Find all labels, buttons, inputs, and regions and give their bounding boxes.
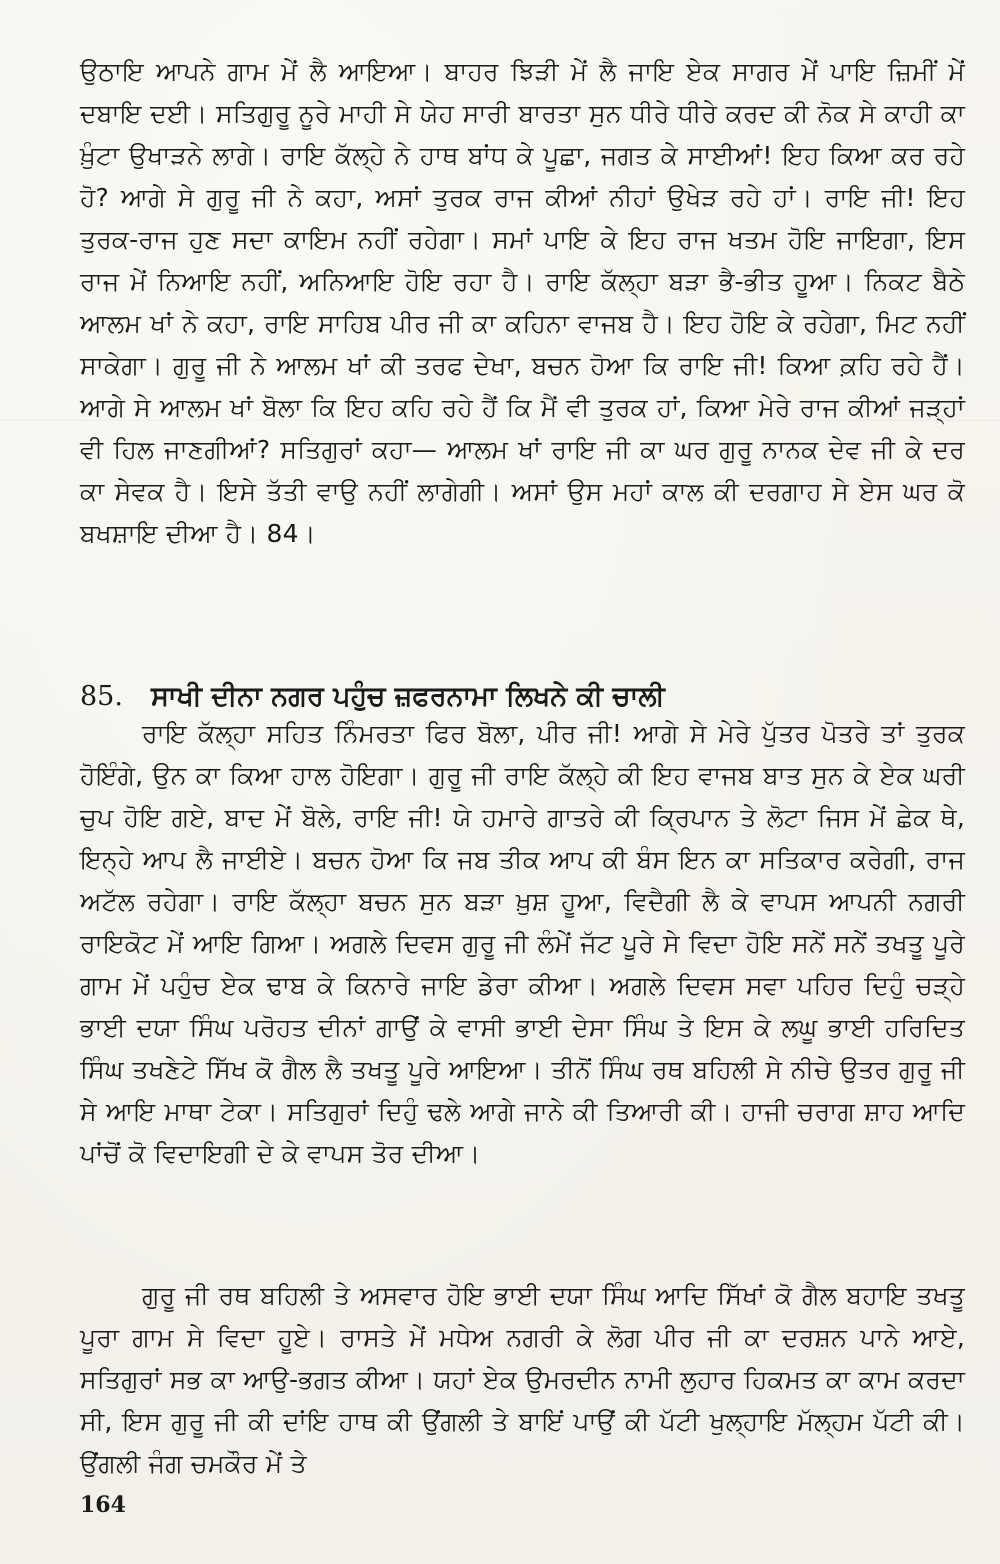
section-title: ਸਾਖੀ ਦੀਨਾ ਨਗਰ ਪਹੁੰਚ ਜ਼ਫਰਨਾਮਾ ਲਿਖਨੇ ਕੀ ਚਾਲੀ: [150, 681, 665, 712]
section-heading-85: [80, 677, 965, 717]
paragraph-saakhi-85-second: ਗੁਰੂ ਜੀ ਰਥ ਬਹਿਲੀ ਤੇ ਅਸਵਾਰ ਹੋਇ ਭਾਈ ਦਯਾ ਸਿੰਘ ਆਦਿ ਸਿੱਖਾਂ ਕੋ ਗੈਲ ਬਹਾਇ ਤਖਤੂ ਪੂਰਾ ਗਾਮ ਸੇ ਵਿਦਾ ਹੂਏ। ਰਾਸਤੇ ਮੇਂ ਮਧੇਅ ਨਗਰੀ ਕੇ ਲੋਗ ਪੀਰ ਜੀ ਕਾ ਦਰਸ਼ਨ ਪਾਨੇ ਆਏ, ਸਤਿਗੁਰਾਂ ਸਭ ਕਾ ਆਉ-ਭਗਤ ਕੀਆ। ਯਹਾਂ ਏਕ ਉਮਰਦੀਨ ਨਾਮੀ ਲੁਹਾਰ ਹਿਕਮਤ ਕਾ ਕਾਮ ਕਰਦਾ ਸੀ, ਇਸ ਗੁਰੂ ਜੀ ਕੀ ਦਾਂਇ ਹਾਥ ਕੀ ਉਂਗਲੀ ਤੇ ਬਾਇਂ ਪਾਉਂ ਕੀ ਪੱਟੀ ਖੁਲ੍ਹਾਇ ਮੱਲ੍ਹਮ ਪੱਟੀ ਕੀ। ਉਂਗਲੀ ਜੰਗ ਚਮਕੌਰ ਮੇਂ ਤੇ: [80, 1281, 965, 1478]
paragraph-saakhi-85-first: ਰਾਇ ਕੱਲ੍ਹਾ ਸਹਿਤ ਨਿੰਮਰਤਾ ਫਿਰ ਬੋਲਾ, ਪੀਰ ਜੀ! ਆਗੇ ਸੇ ਮੇਰੇ ਪੁੱਤਰ ਪੋਤਰੇ ਤਾਂ ਤੁਰਕ ਹੋਇੰਗੇ, ਉਨ ਕਾ ਕਿਆ ਹਾਲ ਹੋਇਗਾ। ਗੁਰੂ ਜੀ ਰਾਇ ਕੱਲ੍ਹੇ ਕੀ ਇਹ ਵਾਜਬ ਬਾਤ ਸੁਨ ਕੇ ਏਕ ਘਰੀ ਚੁਪ ਹੋਇ ਗਏ, ਬਾਦ ਮੇਂ ਬੋਲੇ, ਰਾਇ ਜੀ! ਯੇ ਹਮਾਰੇ ਗਾਤਰੇ ਕੀ ਕ੍ਰਿਪਾਨ ਤੇ ਲੋਟਾ ਜਿਸ ਮੇਂ ਛੇਕ ਥੇ, ਇਨ੍ਹੇ ਆਪ ਲੈ ਜਾਈਏ। ਬਚਨ ਹੋਆ ਕਿ ਜਬ ਤੀਕ ਆਪ ਕੀ ਬੰਸ ਇਨ ਕਾ ਸਤਿਕਾਰ ਕਰੇਗੀ, ਰਾਜ ਅਟੱਲ ਰਹੇਗਾ। ਰਾਇ ਕੱਲ੍ਹਾ ਬਚਨ ਸੁਨ ਬੜਾ ਖ਼ੁਸ਼ ਹੂਆ, ਵਿਦੈਗੀ ਲੈ ਕੇ ਵਾਪਸ ਆਪਨੀ ਨਗਰੀ ਰਾਇਕੋਟ ਮੇਂ ਆਇ ਗਿਆ। ਅਗਲੇ ਦਿਵਸ ਗੁਰੂ ਜੀ ਲੰਮੇਂ ਜੱਟ ਪੂਰੇ ਸੇ ਵਿਦਾ ਹੋਇ ਸਨੇਂ ਸਨੇਂ ਤਖਤੂ ਪੂਰੇ ਗਾਮ ਮੇਂ ਪਹੁੰਚ ਏਕ ਢਾਬ ਕੇ ਕਿਨਾਰੇ ਜਾਇ ਡੇਰਾ ਕੀਆ। ਅਗਲੇ ਦਿਵਸ ਸਵਾ ਪਹਿਰ ਦਿਹੁੰ ਚੜ੍ਹੇ ਭਾਈ ਦਯਾ ਸਿੰਘ ਪਰੋਹਤ ਦੀਨਾਂ ਗਾਉਂ ਕੇ ਵਾਸੀ ਭਾਈ ਦੇਸਾ ਸਿੰਘ ਤੇ ਇਸ ਕੇ ਲਘੂ ਭਾਈ ਹਰਿਦਿਤ ਸਿੰਘ ਤਖਣੇਟੇ ਸਿੱਖ ਕੋ ਗੈਲ ਲੈ ਤਖਤੂ ਪੂਰੇ ਆਇਆ। ਤੀਨੋਂ ਸਿੰਘ ਰਥ ਬਹਿਲੀ ਸੇ ਨੀਚੇ ਉਤਰ ਗੁਰੂ ਜੀ ਸੇ ਆਇ ਮਾਥਾ ਟੇਕਾ। ਸਤਿਗੁਰਾਂ ਦਿਹੁੰ ਢਲੇ ਆਗੇ ਜਾਨੇ ਕੀ ਤਿਆਰੀ ਕੀ। ਹਾਜੀ ਚਰਾਗ ਸ਼ਾਹ ਆਦਿ ਪਾਂਚੋਂ ਕੋ ਵਿਦਾਇਗੀ ਦੇ ਕੇ ਵਾਪਸ ਤੋਰ ਦੀਆ।: [80, 719, 965, 1168]
section-number: 85.: [80, 681, 123, 712]
paragraph-saakhi-84-end: ਉਠਾਇ ਆਪਨੇ ਗਾਮ ਮੇਂ ਲੈ ਆਇਆ। ਬਾਹਰ ਝਿੜੀ ਮੇਂ ਲੈ ਜਾਇ ਏਕ ਸਾਗਰ ਮੇਂ ਪਾਇ ਜ਼ਿਮੀਂ ਮੇਂ ਦਬਾਇ ਦਈ। ਸਤਿਗੁਰੂ ਨੂਰੇ ਮਾਹੀ ਸੇ ਯੇਹ ਸਾਰੀ ਬਾਰਤਾ ਸੁਨ ਧੀਰੇ ਧੀਰੇ ਕਰਦ ਕੀ ਨੋਕ ਸੇ ਕਾਹੀ ਕਾ ਖ਼ੁੰਟਾ ਉਖਾੜਨੇ ਲਾਗੇ। ਰਾਇ ਕੱਲ੍ਹੇ ਨੇ ਹਾਥ ਬਾਂਧ ਕੇ ਪੂਛਾ, ਜਗਤ ਕੇ ਸਾਈਆਂ! ਇਹ ਕਿਆ ਕਰ ਰਹੇ ਹੋ? ਆਗੇ ਸੇ ਗੁਰੂ ਜੀ ਨੇ ਕਹਾ, ਅਸਾਂ ਤੁਰਕ ਰਾਜ ਕੀਆਂ ਨੀਹਾਂ ਉਖੇੜ ਰਹੇ ਹਾਂ। ਰਾਇ ਜੀ! ਇਹ ਤੁਰਕ-ਰਾਜ ਹੁਣ ਸਦਾ ਕਾਇਮ ਨਹੀਂ ਰਹੇਗਾ। ਸਮਾਂ ਪਾਇ ਕੇ ਇਹ ਰਾਜ ਖਤਮ ਹੋਇ ਜਾਇਗਾ, ਇਸ ਰਾਜ ਮੇਂ ਨਿਆਇ ਨਹੀਂ, ਅਨਿਆਇ ਹੋਇ ਰਹਾ ਹੈ। ਰਾਇ ਕੱਲ੍ਹਾ ਬੜਾ ਭੈ-ਭੀਤ ਹੂਆ। ਨਿਕਟ ਬੈਠੇ ਆਲਮ ਖਾਂ ਨੇ ਕਹਾ, ਰਾਇ ਸਾਹਿਬ ਪੀਰ ਜੀ ਕਾ ਕਹਿਨਾ ਵਾਜਬ ਹੈ। ਇਹ ਹੋਇ ਕੇ ਰਹੇਗਾ, ਮਿਟ ਨਹੀਂ ਸਾਕੇਗਾ। ਗੁਰੂ ਜੀ ਨੇ ਆਲਮ ਖਾਂ ਕੀ ਤਰਫ ਦੇਖਾ, ਬਚਨ ਹੋਆ ਕਿ ਰਾਇ ਜੀ! ਕਿਆ ਕ਼ਹਿ ਰਹੇ ਹੈਂ। ਆਗੇ ਸੇ ਆਲਮ ਖਾਂ ਬੋਲਾ ਕਿ ਇਹ ਕਹਿ ਰਹੇ ਹੈਂ ਕਿ ਮੈਂ ਵੀ ਤੁਰਕ ਹਾਂ, ਕਿਆ ਮੇਰੇ ਰਾਜ ਕੀਆਂ ਜੜ੍ਹਾਂ ਵੀ ਹਿਲ ਜਾਣਗੀਆਂ? ਸਤਿਗੁਰਾਂ ਕਹਾ— ਆਲਮ ਖਾਂ ਰਾਇ ਜੀ ਕਾ ਘਰ ਗੁਰੂ ਨਾਨਕ ਦੇਵ ਜੀ ਕੇ ਦਰ ਕਾ ਸੇਵਕ ਹੈ। ਇਸੇ ਤੱਤੀ ਵਾਉ ਨਹੀਂ ਲਾਗੇਗੀ। ਅਸਾਂ ਉਸ ਮਹਾਂ ਕਾਲ ਕੀ ਦਰਗਾਹ ਸੇ ਏਸ ਘਰ ਕੋ ਬਖਸ਼ਾਇ ਦੀਆ ਹੈ। 84।: [80, 57, 965, 548]
page-number: 164: [80, 1492, 126, 1518]
